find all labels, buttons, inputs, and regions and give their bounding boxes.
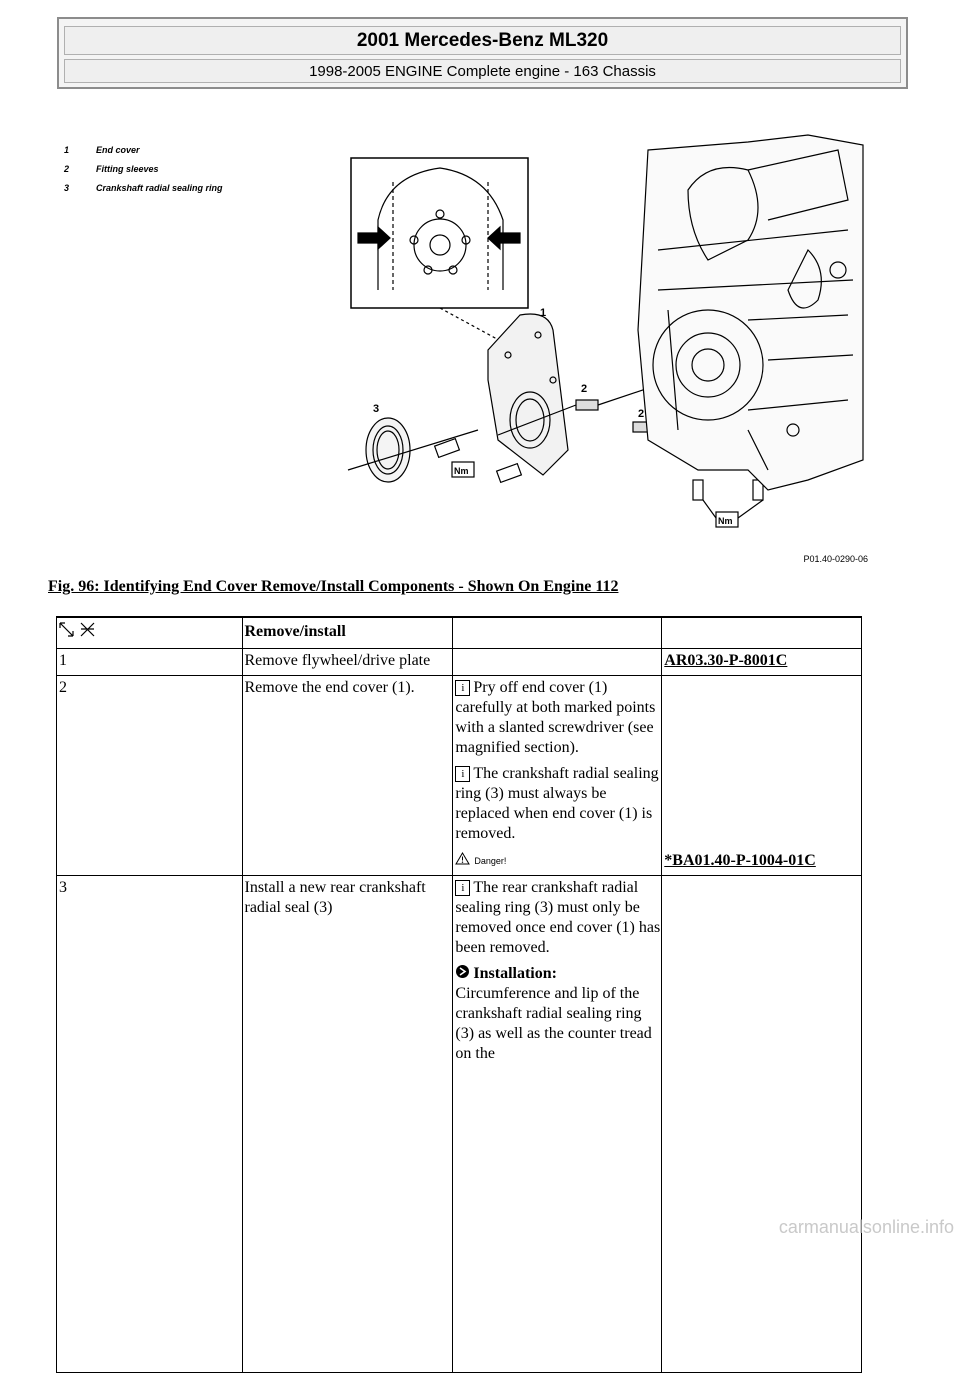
step-reference-cell xyxy=(662,676,862,876)
step-reference-link[interactable]: *BA01.40-P-1004-01C xyxy=(664,852,816,869)
note-text: The crankshaft radial sealing ring (3) must always be replaced when end cover (1) is removed. xyxy=(455,765,659,842)
pry-point-arrow-right xyxy=(488,227,520,249)
step-notes xyxy=(453,649,662,676)
info-note xyxy=(455,678,660,758)
figure-caption[interactable]: Fig. 96: Identifying End Cover Remove/Install Components - Shown On Engine 112 xyxy=(48,578,619,595)
collapse-icon[interactable] xyxy=(80,622,95,637)
table-header-title: Remove/install xyxy=(242,617,453,649)
radial-sealing-ring-part xyxy=(366,418,410,482)
table-header-row xyxy=(57,617,862,649)
table-row xyxy=(57,676,862,876)
document-header xyxy=(57,17,908,89)
engine-diagram xyxy=(48,130,878,570)
exploded-view-illustration xyxy=(48,130,878,570)
step-action: Install a new rear crankshaft radial seal (3) xyxy=(242,876,453,1373)
step-number: 3 xyxy=(57,876,243,1373)
step-notes xyxy=(453,876,662,1373)
legend-label: Crankshaft radial sealing ring xyxy=(96,183,223,193)
figure-code: P01.40-0290-06 xyxy=(803,554,868,564)
torque-badge xyxy=(452,462,763,527)
step-number: 1 xyxy=(57,649,243,676)
legend-number: 1 xyxy=(64,145,70,155)
callout-fitting-sleeve: 2 xyxy=(581,383,588,395)
step-notes xyxy=(453,676,662,876)
header-subtitle-bar xyxy=(64,59,901,83)
pry-point-arrow-left xyxy=(358,227,390,249)
info-icon: i xyxy=(455,766,470,782)
engine-block xyxy=(638,135,863,490)
warning-triangle-icon xyxy=(455,852,470,865)
info-icon: i xyxy=(455,680,470,696)
note-text: The rear crankshaft radial sealing ring (3) must only be removed once end cover (1) has been removed. xyxy=(455,879,661,956)
step-action: Remove the end cover (1). xyxy=(242,676,453,876)
step-reference-link[interactable]: AR03.30-P-8001C xyxy=(664,652,788,669)
note-text: Pry off end cover (1) carefully at both marked points with a slanted screwdriver (see magnified section). xyxy=(455,679,656,756)
info-note xyxy=(455,878,660,958)
legend-number: 3 xyxy=(64,183,70,193)
end-cover-part xyxy=(488,314,568,475)
step-action: Remove flywheel/drive plate xyxy=(242,649,453,676)
step-reference-cell xyxy=(662,649,862,676)
legend-label: End cover xyxy=(96,145,140,155)
table-row xyxy=(57,649,862,676)
danger-label: Danger! xyxy=(474,856,507,866)
danger-note[interactable] xyxy=(455,850,660,871)
table-row xyxy=(57,876,862,1373)
step-reference-cell xyxy=(662,876,862,1373)
installation-label: Installation: xyxy=(473,965,557,982)
info-note xyxy=(455,764,660,844)
procedure-table xyxy=(56,616,862,1373)
legend-label: Fitting sleeves xyxy=(96,164,159,174)
table-header-empty xyxy=(662,617,862,649)
torque-label: Nm xyxy=(718,516,733,526)
callout-fitting-sleeve: 2 xyxy=(638,408,645,420)
torque-label: Nm xyxy=(454,466,469,476)
header-title: 2001 Mercedes-Benz ML320 xyxy=(356,29,609,51)
installation-icon xyxy=(455,964,470,979)
legend-number: 2 xyxy=(64,164,70,174)
header-title-bar xyxy=(64,26,901,55)
expand-collapse-cell xyxy=(57,617,243,649)
info-icon: i xyxy=(455,880,470,896)
installation-text: Circumference and lip of the crankshaft radial sealing ring (3) as well as the counter tread on the xyxy=(455,985,652,1062)
table-header-empty xyxy=(453,617,662,649)
callout-end-cover: 1 xyxy=(540,307,547,319)
step-number: 2 xyxy=(57,676,243,876)
callout-sealing-ring: 3 xyxy=(373,403,380,415)
installation-note xyxy=(455,964,660,1064)
expand-icon[interactable] xyxy=(59,622,74,637)
watermark: carmanualsonline.info xyxy=(778,1217,954,1237)
magnified-end-cover xyxy=(378,168,503,290)
header-subtitle: 1998-2005 ENGINE Complete engine - 163 Chassis xyxy=(309,62,656,80)
